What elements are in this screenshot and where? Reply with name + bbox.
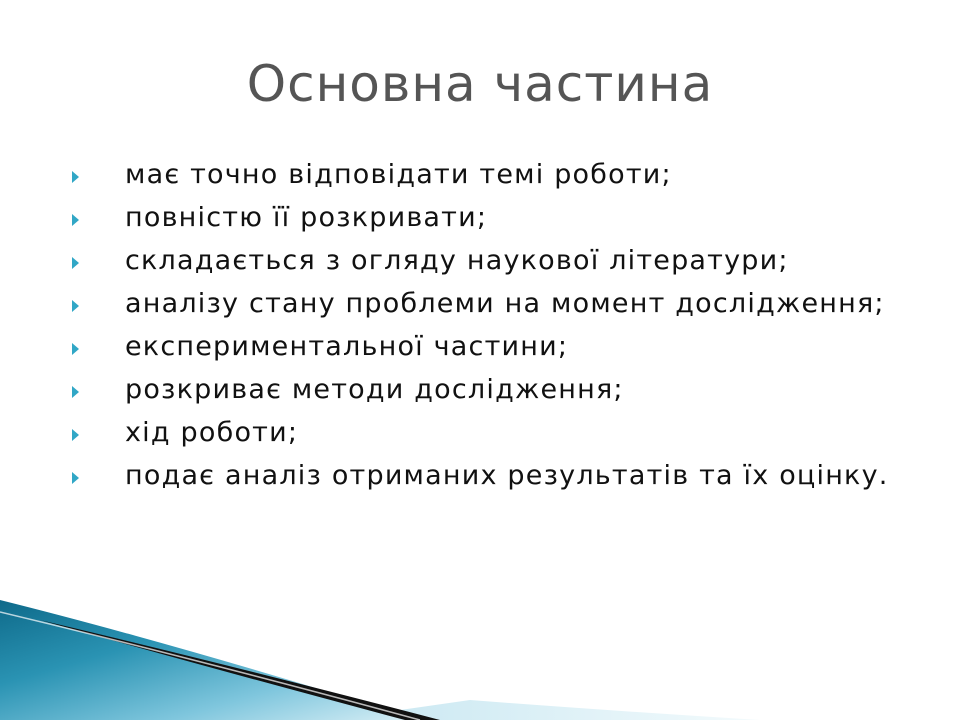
bullet-text: хід роботи; [125, 417, 299, 448]
list-item [62, 156, 932, 193]
list-item [62, 285, 932, 322]
bullet-text: розкриває методи дослідження; [125, 374, 624, 405]
bullet-text: аналізу стану проблеми на момент дослідження; [125, 288, 885, 319]
bullet-text: експериментальної частини; [125, 331, 569, 362]
bullet-text: має точно відповідати темі роботи; [125, 159, 672, 190]
list-item [62, 371, 932, 408]
list-item [62, 242, 932, 279]
bullet-text: повністю її розкривати; [125, 202, 488, 233]
list-item [62, 457, 932, 494]
decorative-swoosh [0, 560, 960, 720]
slide-title: Основна частина [246, 55, 714, 113]
bullet-list [62, 156, 932, 500]
bullet-text: складається з огляду наукової літератури; [125, 245, 789, 276]
triangle-right-icon [72, 472, 79, 484]
list-item [62, 414, 932, 451]
triangle-right-icon [72, 429, 79, 441]
triangle-right-icon [72, 386, 79, 398]
triangle-right-icon [72, 300, 79, 312]
triangle-right-icon [72, 171, 79, 183]
list-item [62, 328, 932, 365]
bullet-text: подає аналіз отриманих результатів та їх оцінку. [125, 460, 889, 491]
triangle-right-icon [72, 343, 79, 355]
triangle-right-icon [72, 257, 79, 269]
list-item [62, 199, 932, 236]
triangle-right-icon [72, 214, 79, 226]
